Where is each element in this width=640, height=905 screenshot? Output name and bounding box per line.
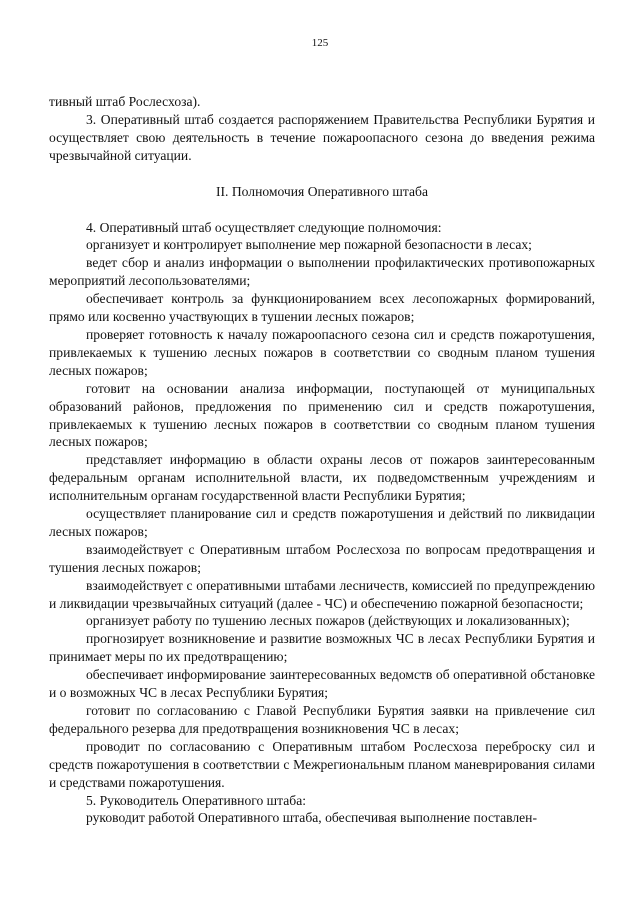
paragraph: проверяет готовность к началу пожароопасного сезона сил и средств пожаротушения, привлекаемых к тушению лесных пожаров в соответствии со сводным планом тушения лесных пожаров; — [49, 326, 595, 378]
paragraph: организует и контролирует выполнение мер пожарной безопасности в лесах; — [86, 237, 532, 253]
paragraph: обеспечивает контроль за функционированием всех лесопожарных формирований, прямо или косвенно участвующих в тушении лесных пожаров; — [49, 291, 595, 325]
paragraph: обеспечивает информирование заинтересованных ведомств об оперативной обстановке и о возможных ЧС в лесах Республики Бурятия; — [49, 667, 595, 701]
paragraph: осуществляет планирование сил и средств пожаротушения и действий по ликвидации лесных пожаров; — [49, 506, 595, 539]
paragraph: взаимодействует с Оперативным штабом Рослесхоза по вопросам предотвращения и тушения лесных пожаров; — [49, 541, 595, 575]
section-heading: II. Полномочия Оперативного штаба — [216, 183, 428, 199]
paragraph: готовит на основании анализа информации, поступающей от муниципальных образований районов, предложения по применению сил и средств пожаротушения, привлекаемых к тушению лесных пожаров в соответствии со сводным планом тушения лесных пожаров; — [49, 380, 595, 450]
paragraph: взаимодействует с оперативными штабами лесничеств, комиссией по предупреждению и ликвидации чрезвычайных ситуаций (далее - ЧС) и обеспечению пожарной безопасности; — [49, 577, 595, 611]
paragraph: 5. Руководитель Оперативного штаба: — [86, 792, 307, 808]
paragraph: прогнозирует возникновение и развитие возможных ЧС в лесах Республики Бурятия и принимает меры по их предотвращению; — [49, 631, 595, 665]
paragraph: готовит по согласованию с Главой Республики Бурятия заявки на привлечение сил федерального резерва для предотвращения возникновения ЧС в лесах; — [49, 703, 595, 736]
paragraph: организует работу по тушению лесных пожаров (действующих и локализованных); — [86, 613, 570, 629]
paragraph: руководит работой Оперативного штаба, обеспечивая выполнение поставлен- — [86, 810, 537, 826]
paragraph: представляет информацию в области охраны лесов от пожаров заинтересованным федеральным органам исполнительной власти, их подведомственным учреждениям и исполнительным органам государственной власти Республики Бурятия; — [49, 452, 595, 504]
paragraph: ведет сбор и анализ информации о выполнении профилактических противопожарных мероприятий лесопользователями; — [49, 255, 595, 289]
paragraph: проводит по согласованию с Оперативным штабом Рослесхоза переброску сил и средств пожаротушения в соответствии с Межрегиональным планом маневрирования силами и средствами пожаротушения. — [49, 738, 595, 790]
paragraph: 3. Оперативный штаб создается распоряжением Правительства Республики Бурятия и осуществляет свою деятельность в течение пожароопасного сезона до введения режима чрезвычайной ситуации. — [49, 111, 595, 163]
document-body — [49, 93, 595, 827]
paragraph: 4. Оперативный штаб осуществляет следующие полномочия: — [86, 219, 442, 235]
page-number: 125 — [311, 37, 329, 49]
paragraph: тивный штаб Рослесхоза). — [49, 94, 201, 109]
